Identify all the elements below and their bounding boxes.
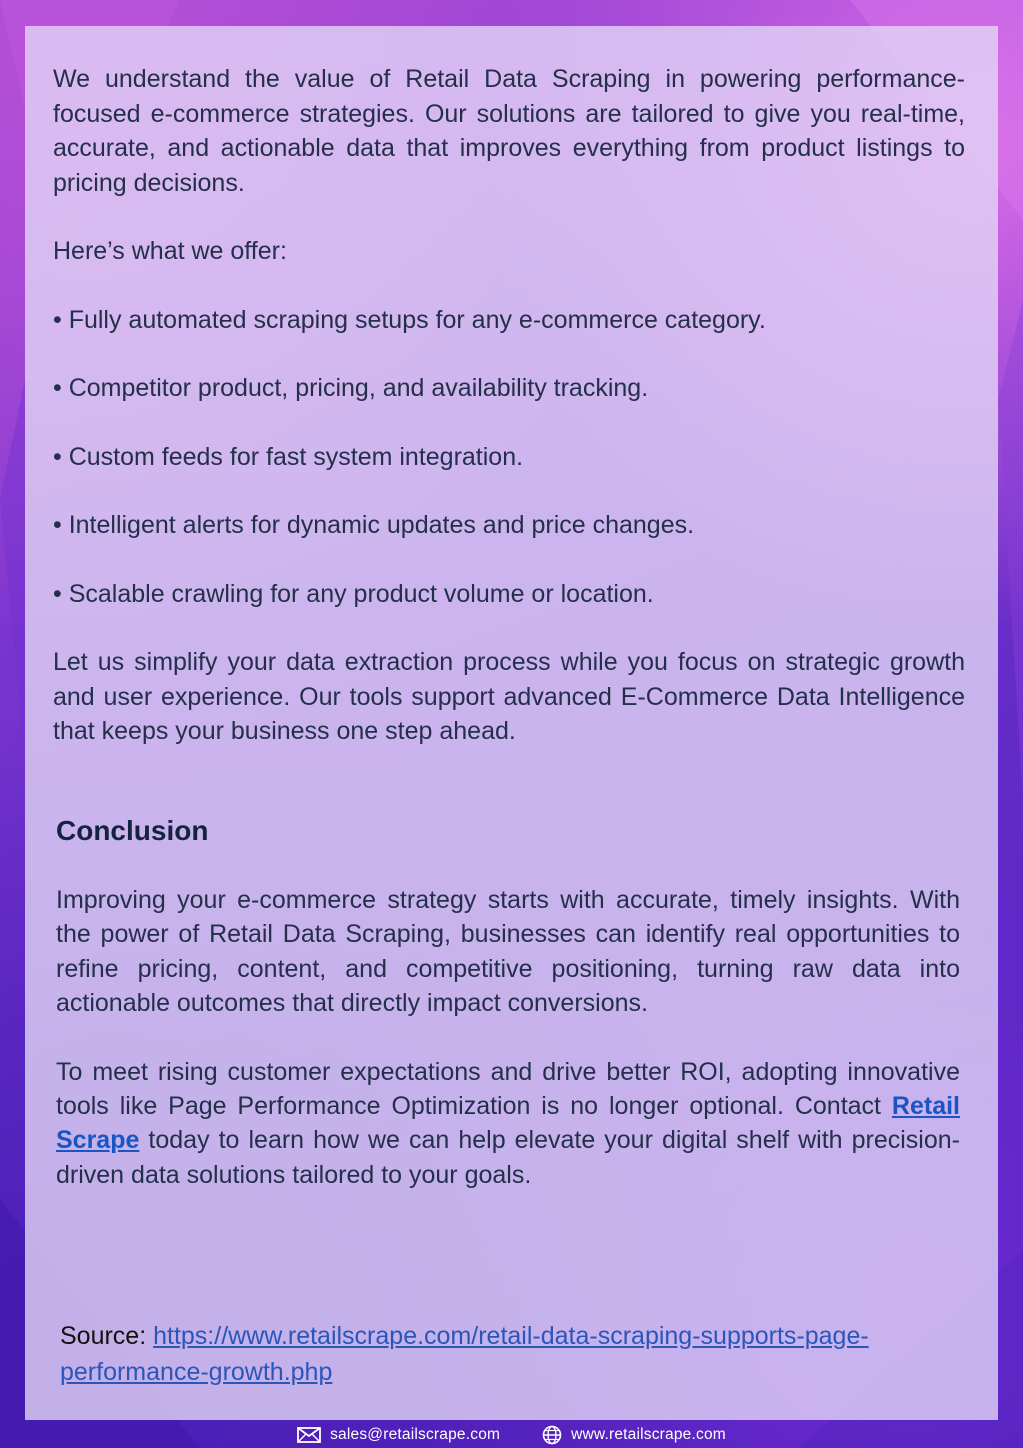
footer-bar <box>0 1422 1023 1448</box>
offer-item-1: • Fully automated scraping setups for any e-commerce category. <box>53 305 766 334</box>
offer-item-2: • Competitor product, pricing, and availability tracking. <box>53 374 649 402</box>
footer-email-text: sales@retailscrape.com <box>330 1426 501 1443</box>
retail-scrape-link[interactable]: Retail Scrape <box>56 1092 960 1155</box>
conclusion-section <box>56 813 960 1226</box>
conclusion-paragraph-2 <box>56 1055 960 1193</box>
conclusion-paragraph-1: Improving your e-commerce strategy starts with accurate, timely insights. With the power of Retail Data Scraping, businesses can identify real opportunities to refine pricing, content, and competitive positioning, turning raw data into actionable outcomes that directly impact conversions. <box>56 886 960 1018</box>
source-url-link[interactable]: https://www.retailscrape.com/retail-data-scraping-supports-page-performance-growth.php <box>60 1322 869 1386</box>
intro-paragraph: We understand the value of Retail Data Scraping in powering performance-focused e-commerce strategies. Our solutions are tailored to give you real-time, accurate, and actionable data that improves everything from product listings to pricing decisions. <box>53 65 965 197</box>
source-label: Source: <box>60 1322 154 1350</box>
source-line <box>60 1318 960 1390</box>
conclusion-paragraph-2-end: today to learn how we can help elevate your digital shelf with precision-driven data solutions tailored to your goals. <box>56 1126 960 1189</box>
footer-website[interactable] <box>542 1425 726 1445</box>
globe-icon <box>542 1425 562 1445</box>
body-section <box>53 62 965 749</box>
offer-item-3: • Custom feeds for fast system integration. <box>53 442 524 471</box>
envelope-icon <box>297 1427 321 1443</box>
conclusion-heading: Conclusion <box>56 815 209 846</box>
closing-paragraph: Let us simplify your data extraction process while you focus on strategic growth and user experience. Our tools support advanced E-Commerce Data Intelligence that keeps your business one step ahead. <box>53 648 965 745</box>
footer-email[interactable] <box>297 1426 500 1444</box>
offer-item-4: • Intelligent alerts for dynamic updates and price changes. <box>53 511 695 539</box>
conclusion-paragraph-2-start: To meet rising customer expectations and drive better ROI, adopting innovative tools like Page Performance Optimization is no longer optional. Contact <box>56 1057 960 1121</box>
offer-item-5: • Scalable crawling for any product volume or location. <box>53 579 654 608</box>
offer-lead: Here’s what we offer: <box>53 237 287 265</box>
footer-website-text: www.retailscrape.com <box>571 1426 726 1443</box>
